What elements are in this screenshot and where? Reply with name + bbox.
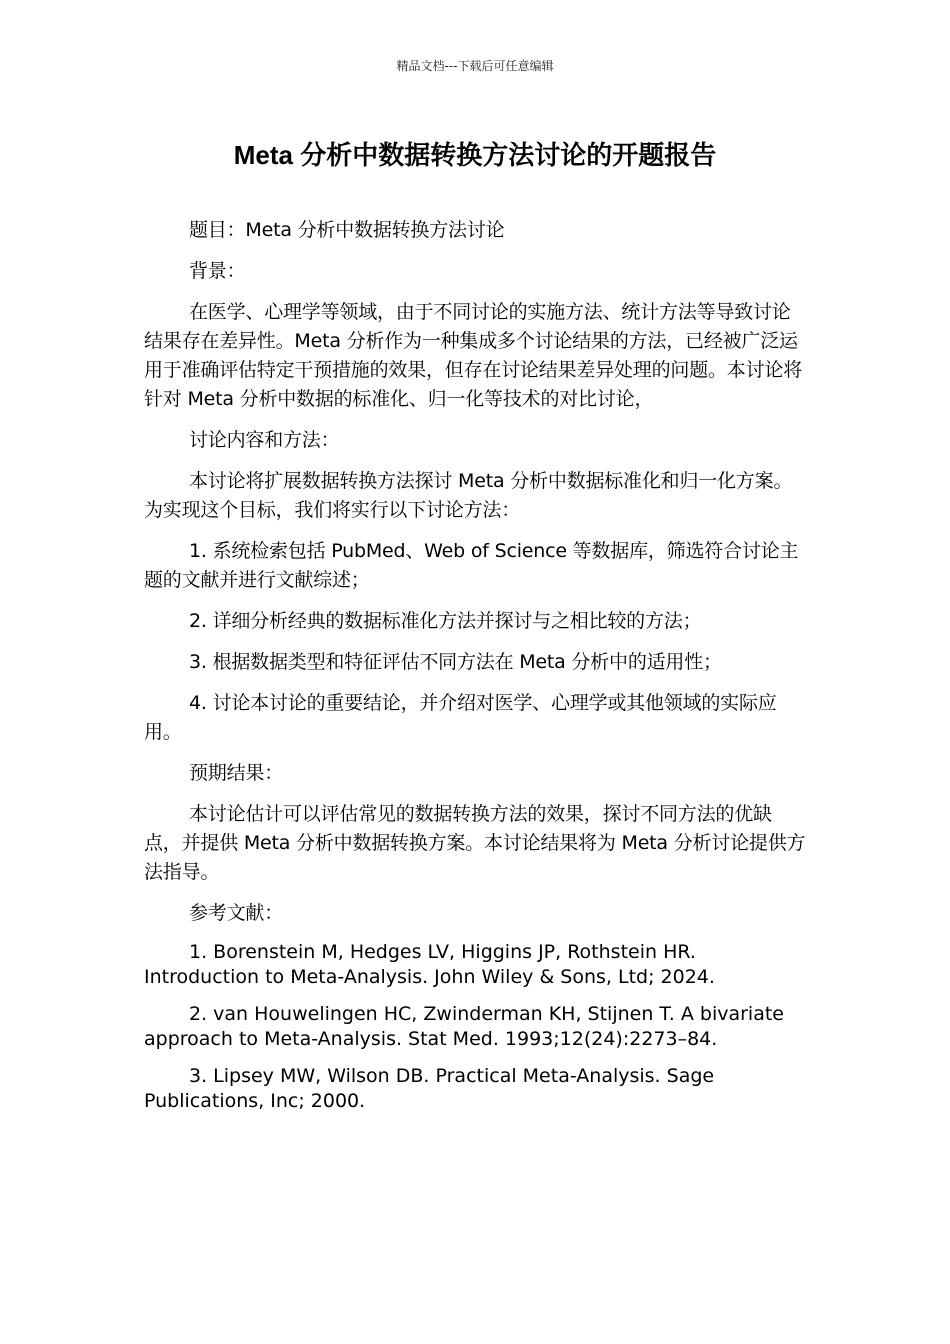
background-paragraph: 在医学、心理学等领域，由于不同讨论的实施方法、统计方法等导致讨论结果存在差异性。Meta 分析作为一种集成多个讨论结果的方法，已经被广泛运用于准确评估特定干预措施的效果，但存在讨论结果差异处理的问题。本讨论将针对 Meta 分析中数据的标准化、归一化等技术的对比讨论， (144, 301, 803, 410)
results-heading: 预期结果： (189, 762, 284, 784)
methods-heading: 讨论内容和方法： (189, 429, 340, 451)
header-note: 精品文档---下载后可任意编辑 (396, 59, 554, 73)
method-item-1: 1. 系统检索包括 PubMed、Web of Science 等数据库，筛选符合讨论主题的文献并进行文献综述； (144, 540, 799, 591)
references-heading: 参考文献： (189, 902, 284, 924)
background-heading: 背景： (189, 260, 246, 282)
document-body (144, 216, 809, 1114)
topic-line: 题目：Meta 分析中数据转换方法讨论 (189, 219, 505, 241)
method-item-3: 3. 根据数据类型和特征评估不同方法在 Meta 分析中的适用性； (189, 651, 722, 673)
methods-intro-paragraph: 本讨论将扩展数据转换方法探讨 Meta 分析中数据标准化和归一化方案。为实现这个目标，我们将实行以下讨论方法： (144, 470, 793, 521)
reference-item-3: 3. Lipsey MW, Wilson DB. Practical Meta-Analysis. Sage Publications, Inc; 2000. (144, 1065, 715, 1112)
document-title: Meta 分析中数据转换方法讨论的开题报告 (233, 140, 717, 170)
results-paragraph: 本讨论估计可以评估常见的数据转换方法的效果，探讨不同方法的优缺点，并提供 Meta 分析中数据转换方案。本讨论结果将为 Meta 分析讨论提供方法指导。 (144, 803, 806, 883)
reference-item-2: 2. van Houwelingen HC, Zwinderman KH, Stijnen T. A bivariate approach to Meta-Analysis. Stat Med. 1993;12(24):2273–84. (144, 1003, 784, 1050)
method-item-4: 4. 讨论本讨论的重要结论，并介绍对医学、心理学或其他领域的实际应用。 (144, 692, 777, 743)
method-item-2: 2. 详细分析经典的数据标准化方法并探讨与之相比较的方法； (189, 610, 702, 632)
reference-item-1: 1. Borenstein M, Hedges LV, Higgins JP, Rothstein HR. Introduction to Meta-Analysis. John Wiley & Sons, Ltd; 2024. (144, 941, 715, 988)
